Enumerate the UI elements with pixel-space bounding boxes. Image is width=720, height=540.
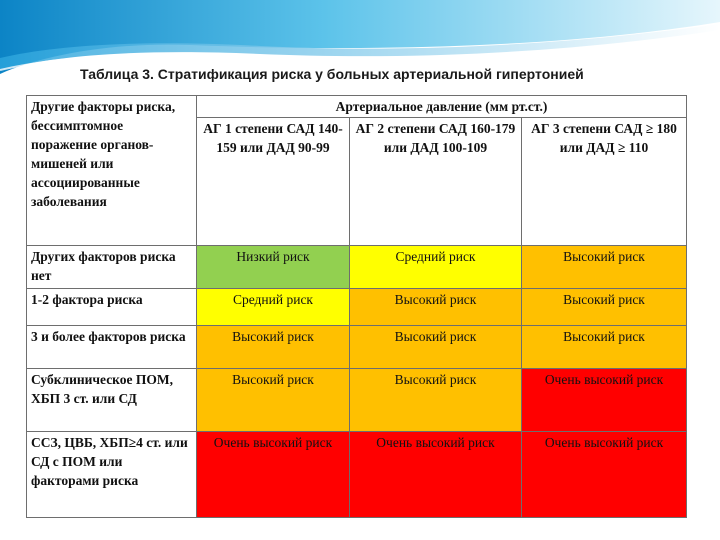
risk-cell: Высокий риск [197,326,350,369]
risk-cell: Высокий риск [350,369,522,432]
header-ag2: АГ 2 степени САД 160-179 или ДАД 100-109 [350,118,522,246]
risk-cell: Высокий риск [197,369,350,432]
row-factor: 1-2 фактора риска [27,289,197,326]
risk-cell: Средний риск [350,246,522,289]
risk-table [26,95,687,518]
table-row [27,369,687,432]
row-factor: 3 и более факторов риска [27,326,197,369]
table-row [27,326,687,369]
table-row [27,246,687,289]
risk-cell: Очень высокий риск [522,432,687,518]
risk-cell: Очень высокий риск [522,369,687,432]
risk-cell: Высокий риск [522,326,687,369]
table-row [27,432,687,518]
table-title: Таблица 3. Стратификация риска у больных артериальной гипертонией [80,66,584,82]
risk-cell: Очень высокий риск [350,432,522,518]
risk-cell: Высокий риск [522,246,687,289]
risk-cell: Высокий риск [522,289,687,326]
header-factors: Другие факторы риска, бессимптомное поражение органов-мишеней или ассоциированные заболевания [27,96,197,246]
risk-cell: Низкий риск [197,246,350,289]
risk-cell: Очень высокий риск [197,432,350,518]
header-ag3: АГ 3 степени САД ≥ 180 или ДАД ≥ 110 [522,118,687,246]
risk-cell: Высокий риск [350,289,522,326]
header-ag1: АГ 1 степени САД 140-159 или ДАД 90-99 [197,118,350,246]
table-row [27,289,687,326]
row-factor: Других факторов риска нет [27,246,197,289]
risk-cell: Средний риск [197,289,350,326]
header-pressure: Артериальное давление (мм рт.ст.) [197,96,687,118]
risk-cell: Высокий риск [350,326,522,369]
row-factor: ССЗ, ЦВБ, ХБП≥4 ст. или СД с ПОМ или факторами риска [27,432,197,518]
row-factor: Субклиническое ПОМ, ХБП 3 ст. или СД [27,369,197,432]
